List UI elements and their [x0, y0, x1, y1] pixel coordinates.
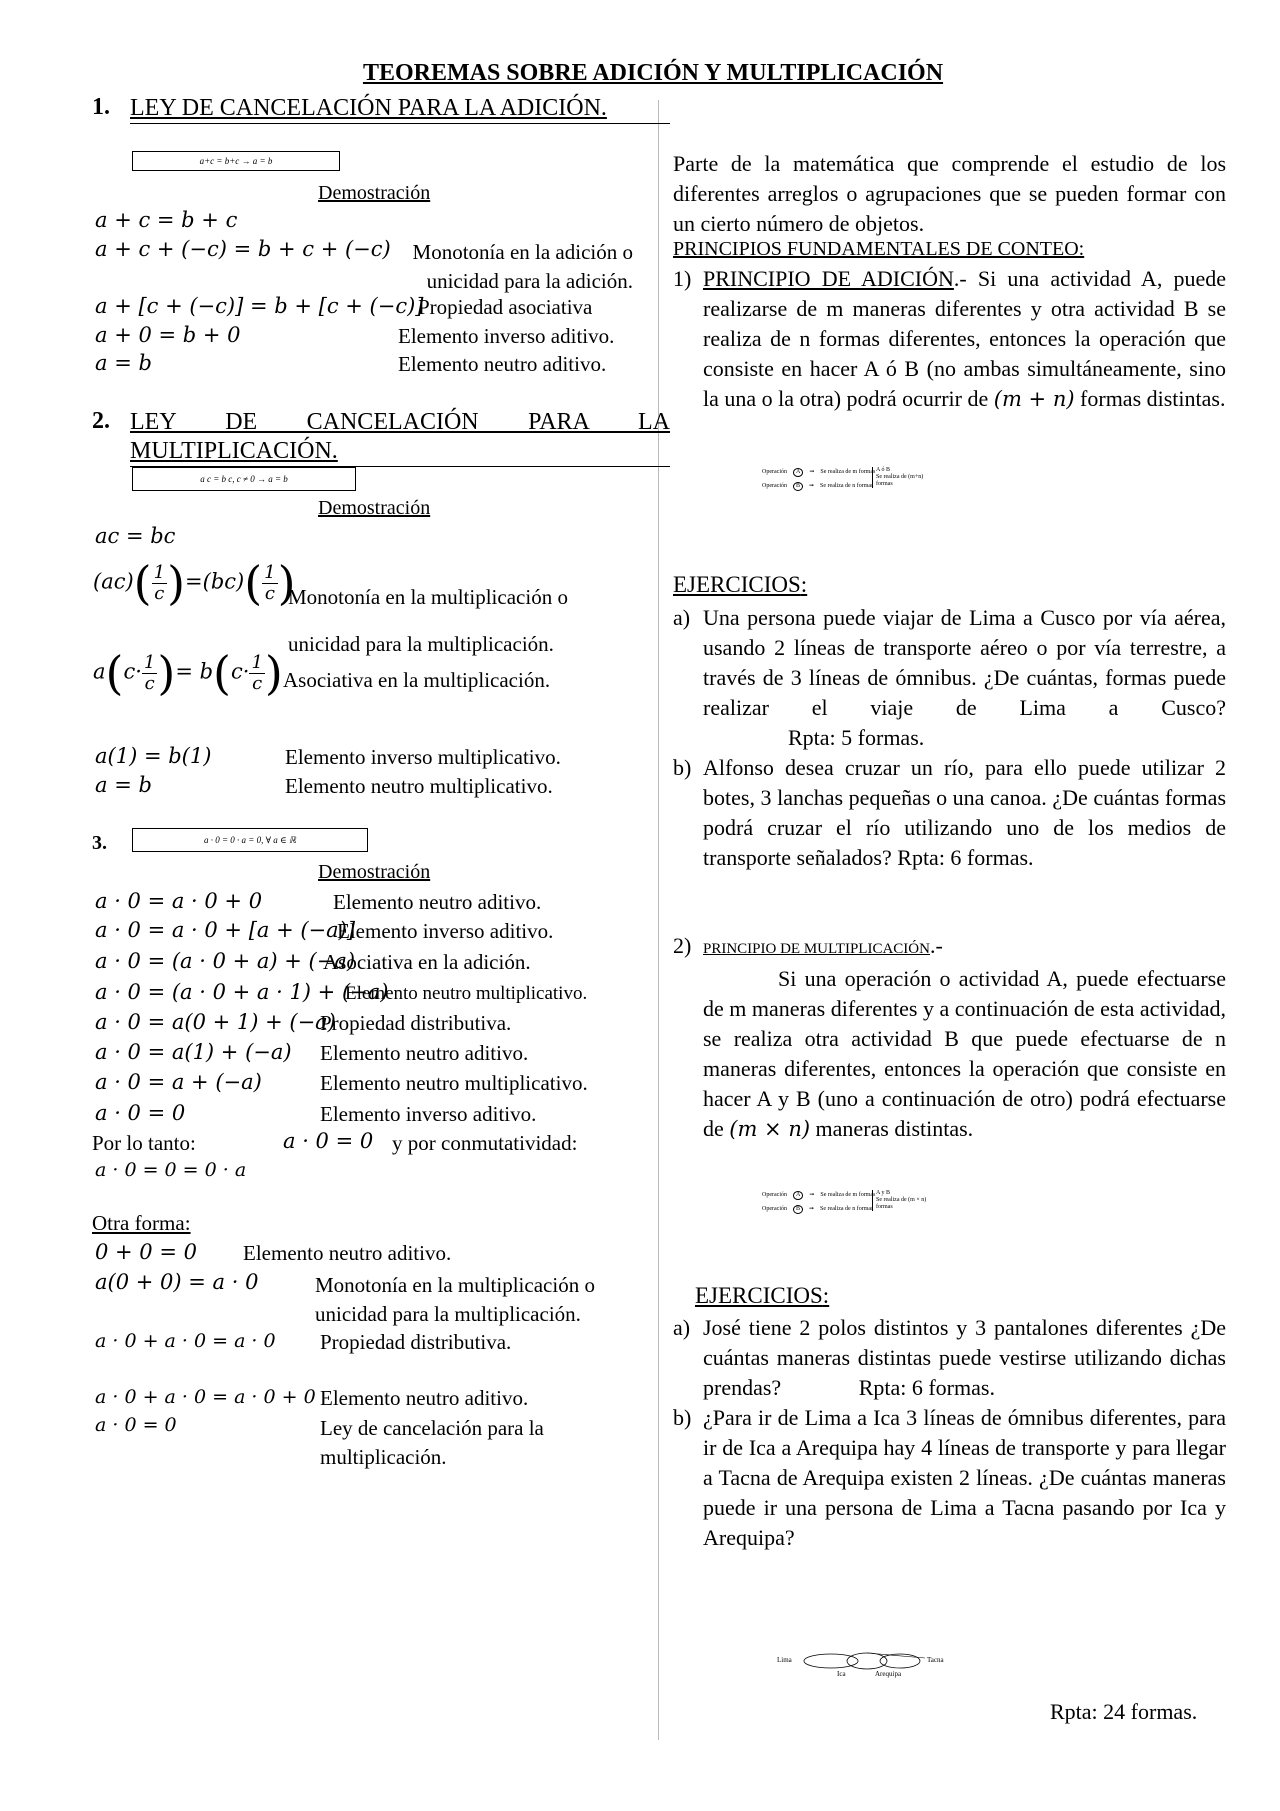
s2-step-2-reason: Monotonía en la multiplicación o unicidad para la multiplicación.	[288, 585, 568, 656]
diagram-1-result: A ó B Se realiza de (m+n) formas	[872, 467, 928, 488]
exercises-2-list	[673, 1313, 1226, 1553]
page-title: TEOREMAS SOBRE ADICIÓN Y MULTIPLICACIÓN	[362, 60, 944, 86]
s2-step-5-reason: Elemento neutro multiplicativo.	[285, 774, 553, 798]
route-diagram	[775, 1650, 955, 1678]
s3-step-1-expr: a · 0 = a · 0 + 0	[95, 889, 263, 913]
s1-step-3-expr: a + [c + (−c)] = b + [c + (−c)]	[95, 294, 424, 318]
exercises-1-list	[673, 603, 1226, 873]
principles-heading: PRINCIPIOS FUNDAMENTALES DE CONTEO:	[673, 238, 1085, 260]
section-2-demo-label: Demostración	[318, 497, 431, 519]
s2-step-2-expr: (ac)( $\frac{1}{c}$ )=(bc)( $\frac{1}{c}$ )	[93, 556, 296, 610]
arrow-icon: ➞	[809, 1191, 815, 1198]
s3-step-1-reason: Elemento neutro aditivo.	[333, 890, 542, 914]
exercises-2-heading: EJERCICIOS:	[695, 1283, 830, 1308]
s3-step-6-reason: Elemento neutro aditivo.	[320, 1041, 529, 1065]
s1-step-2-reason: Monotonía en la adición o unicidad para la adición.	[412, 240, 633, 293]
city-arequipa: Arequipa	[875, 1670, 902, 1678]
section-1-number: 1.	[92, 94, 110, 120]
section-2-theorem-box: a c = b c, c ≠ 0 → a = b	[132, 467, 356, 491]
s2-step-1-expr: ac = bc	[95, 524, 176, 548]
s3-step-5-reason: Propiedad distributiva.	[320, 1011, 512, 1035]
diagram-1: Operación A ➞ Se realiza de m formas Operación B ➞ Se realiza de n formas	[762, 468, 876, 489]
otra-step-2-expr: a(0 + 0) = a · 0	[95, 1270, 259, 1294]
arrow-icon: ➞	[809, 468, 815, 475]
s2-step-4-reason: Elemento inverso multiplicativo.	[285, 745, 561, 769]
principle-1-item: 1) PRINCIPIO DE ADICIÓN.- Si una actividad A, puede realizarse de m maneras diferentes y otra actividad B se realiza de n formas diferentes, entonces la operación que consiste en hacer A ó B (no ambas simultáneamente, sino la una o la otra) podrá ocurrir de (m + n) formas distintas.	[673, 266, 1227, 411]
otra-step-4-expr: a · 0 + a · 0 = a · 0 + 0	[95, 1386, 316, 1408]
conclusion-final: a · 0 = 0 = 0 · a	[95, 1159, 247, 1181]
city-tacna: Tacna	[927, 1656, 944, 1664]
otra-step-5-reason: Ley de cancelación para la multiplicación.	[320, 1416, 544, 1469]
s1-step-3-reason: Propiedad asociativa	[418, 295, 593, 319]
otra-step-5-expr: a · 0 = 0	[95, 1414, 177, 1436]
principle-2-item: 2) PRINCIPIO DE MULTIPLICACIÓN.- Si una operación o actividad A, puede efectuarse de m maneras diferentes y a continuación de esta actividad, se realiza otra actividad B que puede efectuarse de n maneras diferentes, entonces la operación que consiste en hacer A y B (uno a continuación de otro) podrá efectuarse de (m × n) maneras distintas.	[673, 933, 1226, 1141]
s3-step-2-expr: a · 0 = a · 0 + [a + (−a)]	[95, 918, 356, 942]
section-1-heading: LEY DE CANCELACIÓN PARA LA ADICIÓN.	[130, 94, 670, 124]
diagram-2-result: A y B Se realiza de (m × n) formas	[872, 1190, 934, 1211]
s3-step-4-reason: Elemento neutro multiplicativo.	[345, 983, 588, 1004]
otra-step-3-reason: Propiedad distributiva.	[320, 1330, 512, 1354]
section-1-theorem-box: a+c = b+c → a = b	[132, 151, 340, 171]
conclusion-expr: a · 0 = 0	[283, 1129, 374, 1153]
arrow-icon: ➞	[809, 1205, 815, 1212]
route-ica-arequipa	[847, 1653, 887, 1669]
s3-step-3-reason: Asociativa en la adición.	[323, 950, 531, 974]
otra-step-3-expr: a · 0 + a · 0 = a · 0	[95, 1330, 276, 1352]
s2-step-4-expr: a(1) = b(1)	[95, 744, 212, 768]
s2-step-3-expr: a(c· $\frac{1}{c}$ )= b(c· $\frac{1}{c}$ )	[93, 646, 283, 700]
s3-step-4-expr: a · 0 = (a · 0 + a · 1) + (−a)	[95, 980, 389, 1004]
intro-paragraph: Parte de la matemática que comprende el estudio de los diferentes arreglos o agrupaciones que se pueden formar con un cierto número de objetos.	[673, 151, 1226, 236]
city-ica: Ica	[837, 1670, 846, 1678]
section-2-number: 2.	[92, 408, 110, 434]
s1-step-5-expr: a = b	[95, 351, 152, 375]
s3-step-8-expr: a · 0 = 0	[95, 1101, 186, 1125]
s1-step-4-reason: Elemento inverso aditivo.	[398, 324, 615, 348]
s1-step-2-expr: a + c + (−c) = b + c + (−c)	[95, 237, 391, 261]
s3-step-7-reason: Elemento neutro multiplicativo.	[320, 1071, 588, 1095]
exercise-2b: b) ¿Para ir de Lima a Ica 3 líneas de ómnibus diferentes, para ir de Ica a Arequipa hay 4 líneas de transporte y para llegar a Tacna de Arequipa existen 2 líneas. ¿De cuántas maneras puede ir una persona de Lima a Tacna pasando por Ica y Arequipa?	[673, 1405, 1226, 1550]
s3-step-2-reason: Elemento inverso aditivo.	[337, 919, 554, 943]
final-answer: Rpta: 24 formas.	[1050, 1699, 1198, 1724]
s1-step-4-expr: a + 0 = b + 0	[95, 323, 241, 347]
diagram-2: Operación A ➞ Se realiza de m formas Operación B ➞ Se realiza de n formas	[762, 1191, 876, 1212]
principle-2	[673, 931, 1226, 1144]
section-3-number: 3.	[92, 832, 107, 854]
section-1-demo-label: Demostración	[318, 182, 431, 204]
otra-step-1-reason: Elemento neutro aditivo.	[243, 1241, 452, 1265]
exercise-1a: a) Una persona puede viajar de Lima a Cusco por vía aérea, usando 2 líneas de transporte aéreo o por vía terrestre, a través de 3 líneas de ómnibus. ¿De cuántas, formas puede realizar el viaje de Lima a Cusco? Rpta: 5 formas.	[673, 605, 1226, 750]
conclusion-text-c: y por conmutatividad:	[392, 1131, 578, 1155]
otra-step-4-reason: Elemento neutro aditivo.	[320, 1386, 529, 1410]
s1-step-5-reason: Elemento neutro aditivo.	[398, 352, 607, 376]
s2-step-5-expr: a = b	[95, 773, 152, 797]
otra-step-2-reason: Monotonía en la multiplicación o unicidad para la multiplicación.	[315, 1273, 595, 1326]
section-3-demo-label: Demostración	[318, 861, 431, 883]
arrow-icon: ➞	[809, 482, 815, 489]
city-lima: Lima	[777, 1656, 792, 1664]
conclusion-text-a: Por lo tanto:	[92, 1131, 196, 1155]
s3-step-5-expr: a · 0 = a(0 + 1) + (−a)	[95, 1010, 336, 1034]
otra-step-1-expr: 0 + 0 = 0	[95, 1240, 197, 1264]
otra-forma-label: Otra forma:	[92, 1211, 191, 1235]
s2-step-3-reason: Asociativa en la multiplicación.	[283, 668, 551, 692]
exercise-1b: b) Alfonso desea cruzar un río, para ello puede utilizar 2 botes, 3 lanchas pequeñas o una canoa. ¿De cuántas formas podrá cruzar el río utilizando uno de los medios de transporte señalados? Rpta: 6 formas.	[673, 755, 1226, 870]
principle-1	[673, 264, 1226, 414]
s3-step-3-expr: a · 0 = (a · 0 + a) + (−a)	[95, 949, 356, 973]
column-divider	[658, 100, 659, 1740]
exercises-1-heading: EJERCICIOS:	[673, 572, 808, 597]
section-3-theorem-box: a · 0 = 0 · a = 0, ∀ a ∈ ℝ	[132, 828, 368, 852]
exercise-2a: a) José tiene 2 polos distintos y 3 pantalones diferentes ¿De cuántas maneras distintas puede vestirse utilizando dichas prendas? Rpta: 6 formas.	[673, 1315, 1226, 1400]
route-lima-ica	[804, 1654, 858, 1668]
s3-step-6-expr: a · 0 = a(1) + (−a)	[95, 1040, 292, 1064]
s3-step-8-reason: Elemento inverso aditivo.	[320, 1102, 537, 1126]
s3-step-7-expr: a · 0 = a + (−a)	[95, 1070, 262, 1094]
section-2-heading: LEY DE CANCELACIÓN PARA LA MULTIPLICACIÓN.	[130, 408, 670, 467]
s1-step-1-expr: a + c = b + c	[95, 208, 238, 232]
